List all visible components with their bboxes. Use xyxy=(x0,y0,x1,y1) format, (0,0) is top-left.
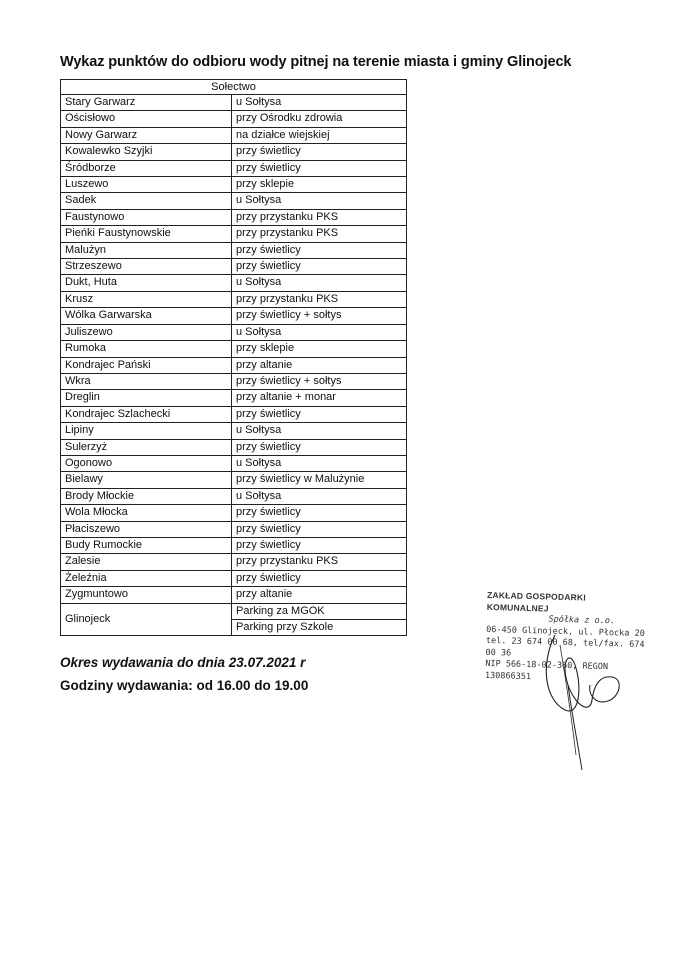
location-cell: u Sołtysa xyxy=(232,95,407,111)
location-cell: przy świetlicy xyxy=(232,406,407,422)
table-row xyxy=(61,160,407,176)
table-row xyxy=(61,357,407,373)
table-row xyxy=(61,95,407,111)
village-cell: Kowalewko Szyjki xyxy=(61,144,232,160)
location-cell: przy świetlicy + sołtys xyxy=(232,373,407,389)
village-cell: Wkra xyxy=(61,373,232,389)
village-cell: Ościsłowo xyxy=(61,111,232,127)
water-points-table xyxy=(60,79,407,636)
village-cell: Kondrajec Szlachecki xyxy=(61,406,232,422)
village-cell: Faustynowo xyxy=(61,209,232,225)
location-cell: przy sklepie xyxy=(232,341,407,357)
table-row xyxy=(61,341,407,357)
document-title: Wykaz punktów do odbioru wody pitnej na terenie miasta i gminy Glinojeck xyxy=(60,54,572,70)
village-cell: Stary Garwarz xyxy=(61,95,232,111)
village-cell: Bielawy xyxy=(61,472,232,488)
location-cell: przy świetlicy xyxy=(232,160,407,176)
village-cell: Malużyn xyxy=(61,242,232,258)
table-row xyxy=(61,521,407,537)
table-row xyxy=(61,226,407,242)
stamp-phone: tel. 23 674 00 68, tel/fax. 674 00 36 xyxy=(485,635,645,659)
village-cell: Glinojeck xyxy=(61,603,232,636)
distribution-period: Okres wydawania do dnia 23.07.2021 r xyxy=(60,655,306,670)
location-cell: u Sołtysa xyxy=(232,193,407,209)
stamp-address: 06-450 Glinojeck, ul. Płocka 20 xyxy=(486,624,645,639)
signature-icon xyxy=(520,605,670,775)
village-cell: Nowy Garwarz xyxy=(61,127,232,143)
table-row xyxy=(61,537,407,553)
village-cell: Brody Młockie xyxy=(61,488,232,504)
location-cell: u Sołtysa xyxy=(232,423,407,439)
location-cell: u Sołtysa xyxy=(232,455,407,471)
village-cell: Dukt, Huta xyxy=(61,275,232,291)
location-cell: przy świetlicy w Malużynie xyxy=(232,472,407,488)
location-cell: przy przystanku PKS xyxy=(232,554,407,570)
stamp-company-name: ZAKŁAD GOSPODARKI KOMUNALNEJ xyxy=(486,589,586,614)
location-cell: przy świetlicy xyxy=(232,570,407,586)
village-cell: Wólka Garwarska xyxy=(61,308,232,324)
table-row xyxy=(61,472,407,488)
table-row xyxy=(61,259,407,275)
village-cell: Krusz xyxy=(61,291,232,307)
village-cell: Żeleźnia xyxy=(61,570,232,586)
location-cell: przy altanie xyxy=(232,587,407,603)
table-row xyxy=(61,373,407,389)
table-row xyxy=(61,390,407,406)
location-cell: przy Ośrodku zdrowia xyxy=(232,111,407,127)
location-cell: przy przystanku PKS xyxy=(232,226,407,242)
location-cell: przy altanie xyxy=(232,357,407,373)
location-cell: przy świetlicy xyxy=(232,521,407,537)
location-cell: przy świetlicy xyxy=(232,242,407,258)
table-row xyxy=(61,193,407,209)
table-row xyxy=(61,554,407,570)
table-row xyxy=(61,242,407,258)
village-cell: Rumoka xyxy=(61,341,232,357)
location-cell: przy świetlicy xyxy=(232,144,407,160)
location-cell: u Sołtysa xyxy=(232,275,407,291)
location-cell: na działce wiejskiej xyxy=(232,127,407,143)
table-row-glinojeck xyxy=(61,603,407,619)
village-cell: Juliszewo xyxy=(61,324,232,340)
village-cell: Wola Młocka xyxy=(61,505,232,521)
table-row xyxy=(61,439,407,455)
table-row xyxy=(61,455,407,471)
distribution-hours: Godziny wydawania: od 16.00 do 19.00 xyxy=(60,678,309,693)
location-cell: przy przystanku PKS xyxy=(232,291,407,307)
location-cell: Parking za MGOK xyxy=(232,603,407,619)
table-row xyxy=(61,209,407,225)
stamp-ids: NIP 566-18-02-360, REGON 130866351 xyxy=(484,658,609,682)
village-cell: Sulerzyż xyxy=(61,439,232,455)
table-row xyxy=(61,177,407,193)
location-cell: przy świetlicy xyxy=(232,505,407,521)
table-row xyxy=(61,324,407,340)
location-cell: u Sołtysa xyxy=(232,324,407,340)
table-row xyxy=(61,144,407,160)
table-row xyxy=(61,587,407,603)
village-cell: Ogonowo xyxy=(61,455,232,471)
table-row xyxy=(61,127,407,143)
village-cell: Kondrajec Pański xyxy=(61,357,232,373)
table-row xyxy=(61,406,407,422)
location-cell: przy świetlicy xyxy=(232,537,407,553)
village-cell: Dreglin xyxy=(61,390,232,406)
village-cell: Lipiny xyxy=(61,423,232,439)
village-cell: Sadek xyxy=(61,193,232,209)
table-row xyxy=(61,291,407,307)
table-body xyxy=(61,95,407,636)
table-row xyxy=(61,275,407,291)
stamp-company-type: Spółka z o.o. xyxy=(548,614,616,627)
location-cell: przy altanie + monar xyxy=(232,390,407,406)
village-cell: Strzeszewo xyxy=(61,259,232,275)
village-cell: Śródborze xyxy=(61,160,232,176)
village-cell: Zalesie xyxy=(61,554,232,570)
location-cell: przy sklepie xyxy=(232,177,407,193)
table-row xyxy=(61,423,407,439)
village-cell: Zygmuntowo xyxy=(61,587,232,603)
location-cell: przy świetlicy xyxy=(232,259,407,275)
table-row xyxy=(61,488,407,504)
village-cell: Luszewo xyxy=(61,177,232,193)
location-cell: przy świetlicy + sołtys xyxy=(232,308,407,324)
table-row xyxy=(61,308,407,324)
table-header-row xyxy=(61,80,407,95)
location-cell: przy świetlicy xyxy=(232,439,407,455)
location-cell: u Sołtysa xyxy=(232,488,407,504)
table-row xyxy=(61,570,407,586)
village-cell: Pieńki Faustynowskie xyxy=(61,226,232,242)
header-solectwo: Sołectwo xyxy=(61,80,407,95)
village-cell: Budy Rumockie xyxy=(61,537,232,553)
table-row xyxy=(61,505,407,521)
location-cell: Parking przy Szkole xyxy=(232,620,407,636)
village-cell: Płaciszewo xyxy=(61,521,232,537)
table-row xyxy=(61,111,407,127)
location-cell: przy przystanku PKS xyxy=(232,209,407,225)
